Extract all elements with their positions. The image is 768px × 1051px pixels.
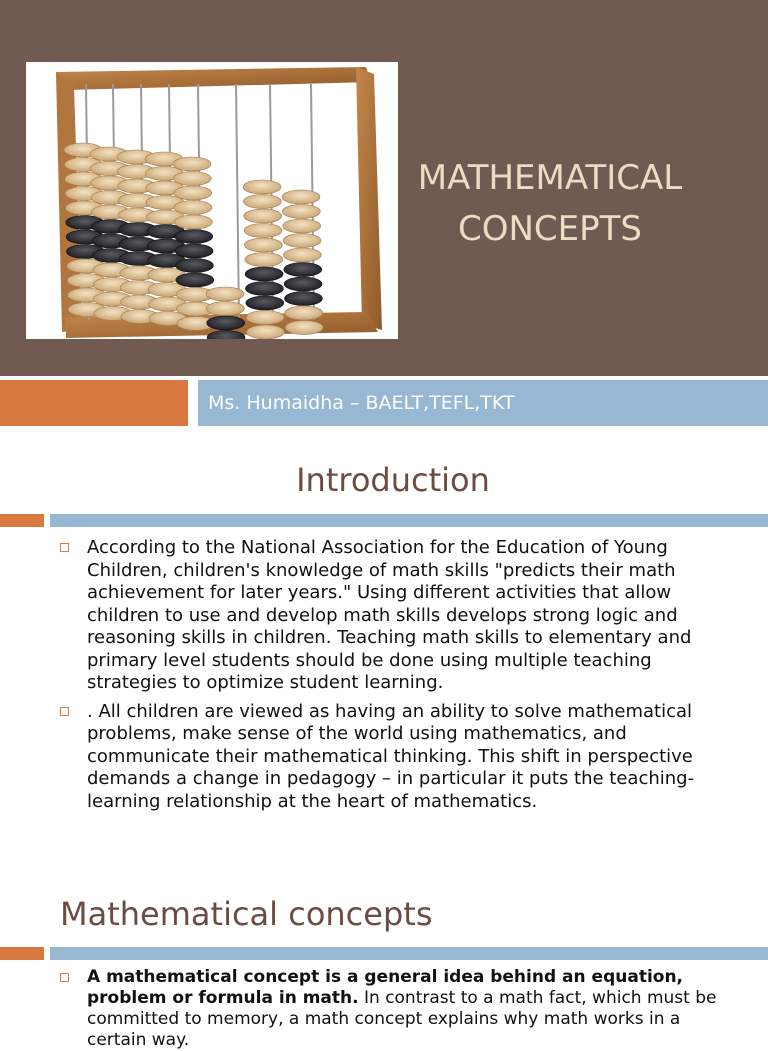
abacus-bead <box>284 263 322 277</box>
abacus-bead <box>244 209 282 223</box>
title-line-2: CONCEPTS <box>457 209 642 249</box>
introduction-slide <box>0 430 768 860</box>
title-slide <box>0 0 768 430</box>
accent-bar-orange <box>0 947 44 960</box>
bullet-item <box>59 967 739 1051</box>
square-bullet-icon <box>60 543 69 552</box>
abacus-bead <box>206 287 244 301</box>
abacus-bead <box>175 259 213 273</box>
abacus-bead <box>282 205 320 219</box>
slide-title: Mathematical concepts <box>60 895 433 933</box>
bullet-list <box>59 537 739 819</box>
abacus-bead <box>246 296 284 310</box>
bullet-text: According to the National Association for the Education of Young Children, children's knowledge of math skills "predicts their math achievement for later years." Using different activities that allow children to use and develop math skills develops strong logic and reasoning skills in children. Teaching math skills to elementary and primary level students should be done using multiple teaching strategies to optimize student learning. <box>87 537 692 693</box>
abacus-rod <box>236 84 239 320</box>
bullet-text: . All children are viewed as having an ability to solve mathematical problems, make sense of the world using mathematics, and communicate their mathematical thinking. This shift in perspective demands a change in pedagogy – in particular it puts the teaching-learning relationship at the heart of mathematics. <box>87 700 695 812</box>
abacus-bead <box>176 273 214 287</box>
abacus-bead <box>206 302 244 316</box>
bullet-text: In contrast to a math fact, which must be committed to memory, a math concept explains why math works in a certain way. <box>87 988 717 1050</box>
abacus-bead <box>174 215 212 229</box>
abacus-bead <box>173 172 211 186</box>
abacus-bead <box>173 157 211 171</box>
concepts-slide <box>0 860 768 1050</box>
abacus-bead <box>175 230 213 244</box>
abacus-bead <box>244 238 282 252</box>
abacus-illustration <box>26 62 398 339</box>
title-slide-header <box>0 0 768 376</box>
abacus-bead <box>174 201 212 215</box>
abacus-bead <box>283 248 321 262</box>
abacus-bead <box>246 311 284 325</box>
abacus-bead <box>175 244 213 258</box>
abacus-bead <box>245 282 283 296</box>
accent-bar-orange <box>0 380 188 426</box>
abacus-bead <box>284 292 322 306</box>
accent-bar-blue <box>50 947 768 960</box>
abacus-bead <box>283 219 321 233</box>
abacus-bead <box>285 306 323 320</box>
abacus-bead <box>207 316 245 330</box>
presenter-subtitle: Ms. Humaidha – BAELT,TEFL,TKT <box>208 392 515 414</box>
square-bullet-icon <box>60 973 69 982</box>
bullet-item <box>59 701 739 814</box>
title-line-1: MATHEMATICAL <box>417 158 683 198</box>
abacus-bead <box>244 224 282 238</box>
abacus-bead <box>283 234 321 248</box>
accent-bar-orange <box>0 514 44 527</box>
abacus-bead <box>243 180 281 194</box>
accent-bar-blue <box>50 514 768 527</box>
bullet-bold-text: A mathematical concept is a general idea behind an equation, problem or formula in math. <box>87 967 684 1008</box>
abacus-bead <box>243 195 281 209</box>
slide-title: Introduction <box>296 461 490 499</box>
abacus-bead <box>174 186 212 200</box>
square-bullet-icon <box>60 707 69 716</box>
abacus-bead <box>282 190 320 204</box>
abacus-bead <box>247 325 285 339</box>
abacus-bead <box>284 277 322 291</box>
presentation-title <box>400 153 700 255</box>
abacus-bead <box>285 321 323 335</box>
bullet-list <box>59 967 739 1051</box>
abacus-image <box>26 62 398 339</box>
abacus-bead <box>245 253 283 267</box>
abacus-bead <box>245 267 283 281</box>
bullet-item <box>59 537 739 695</box>
